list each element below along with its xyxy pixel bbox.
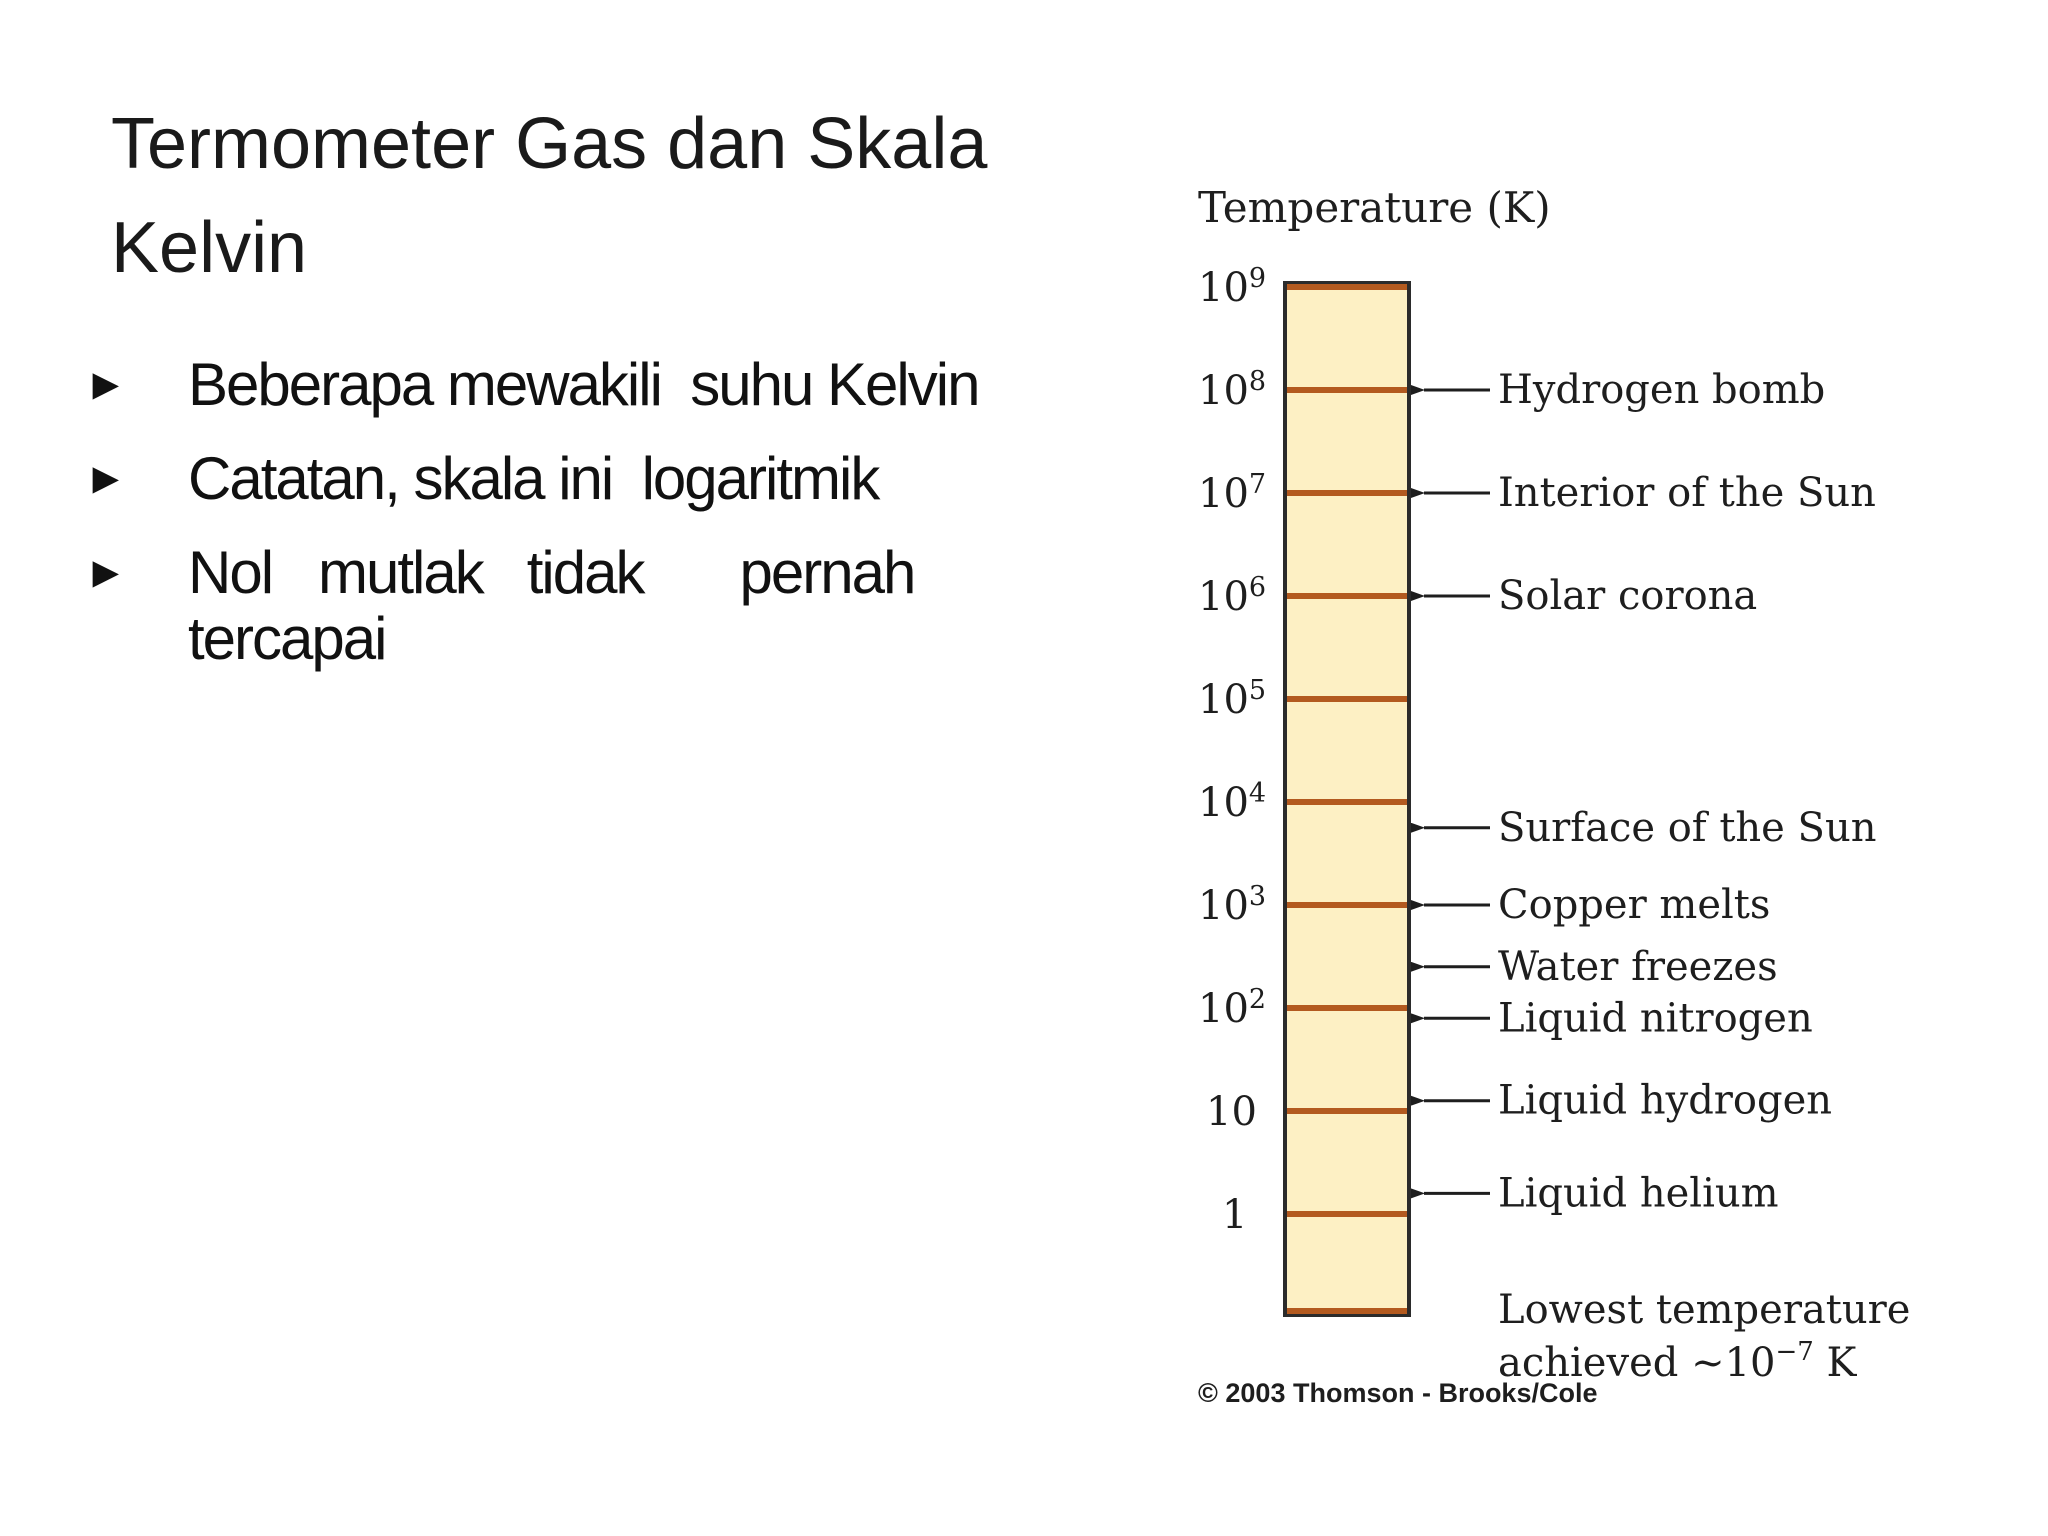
bullet-word: pernah xyxy=(739,539,915,606)
bullet-list xyxy=(80,352,1060,700)
annotation-label: Liquid nitrogen xyxy=(1498,995,1813,1042)
annotation-label: Water freezes xyxy=(1498,943,1778,990)
bullet-word: tidak xyxy=(526,539,644,606)
axis-title: Temperature (K) xyxy=(1198,183,1551,232)
bullet-text: Beberapa mewakili suhu Kelvin xyxy=(188,351,979,418)
annotations xyxy=(1424,367,1876,1216)
title-line-2: Kelvin xyxy=(111,208,308,288)
tick-marks xyxy=(1198,263,1407,1311)
bullet-item xyxy=(80,540,1060,672)
annotation-label: Copper melts xyxy=(1498,882,1771,928)
annotation-label: Liquid hydrogen xyxy=(1498,1077,1833,1124)
annotation-label: Hydrogen bomb xyxy=(1498,367,1826,413)
bullet-item xyxy=(80,352,1060,418)
tick-label: 10 xyxy=(1206,1089,1257,1135)
bullet-arrow-icon: ► xyxy=(84,454,126,503)
annotation-label: Surface of the Sun xyxy=(1498,804,1877,851)
annotation-label: Liquid helium xyxy=(1498,1170,1779,1217)
bullet-word: Nol xyxy=(188,539,273,606)
tick-label: $10^7$ xyxy=(1198,469,1267,517)
footnote-prefix: achieved ~10 xyxy=(1498,1340,1776,1386)
tick-label: $10^4$ xyxy=(1198,778,1267,826)
tick-label: $10^2$ xyxy=(1198,984,1267,1032)
tick-label: $10^8$ xyxy=(1198,366,1267,414)
tick-label: $10^5$ xyxy=(1198,675,1267,723)
footnote-line-1: Lowest temperature xyxy=(1498,1287,1911,1333)
temperature-bar xyxy=(1285,283,1409,1315)
tick-label: $10^3$ xyxy=(1198,881,1267,929)
bullet-arrow-icon: ► xyxy=(84,360,126,409)
tick-label: $10^6$ xyxy=(1198,572,1267,620)
annotation-label: Interior of the Sun xyxy=(1498,470,1876,516)
slide-title xyxy=(111,92,1071,300)
copyright-notice: © 2003 Thomson - Brooks/Cole xyxy=(1198,1378,1598,1408)
annotation-label: Solar corona xyxy=(1498,573,1758,619)
title-line-1: Termometer Gas dan Skala xyxy=(111,104,988,184)
tick-label: 1 xyxy=(1222,1192,1248,1238)
bullet-word: tercapai xyxy=(188,605,386,672)
tick-label: $10^9$ xyxy=(1198,263,1267,311)
bullet-text: Catatan, skala ini logaritmik xyxy=(188,445,879,512)
footnote-exponent: −7 xyxy=(1775,1337,1814,1367)
bullet-item xyxy=(80,446,1060,512)
footnote-suffix: K xyxy=(1813,1340,1857,1386)
bullet-arrow-icon: ► xyxy=(84,548,126,597)
bullet-word: mutlak xyxy=(318,539,483,606)
